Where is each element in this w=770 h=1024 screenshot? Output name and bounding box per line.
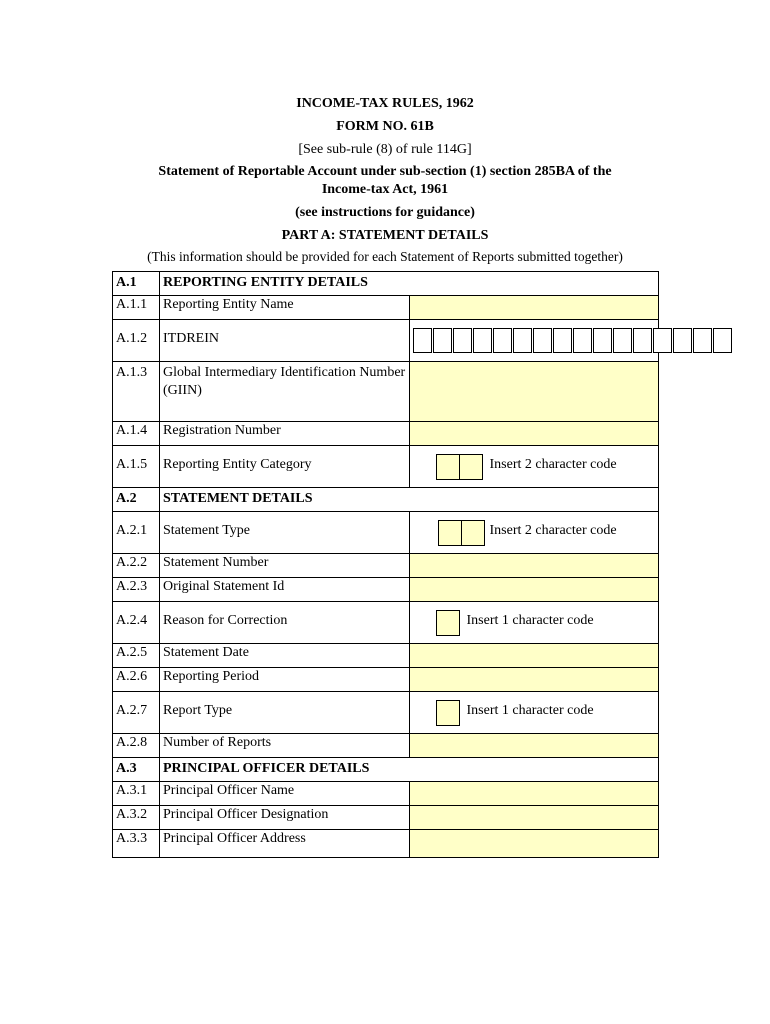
row-a25 <box>113 644 659 668</box>
form-rules-title: INCOME-TAX RULES, 1962 <box>296 96 474 111</box>
section-title: REPORTING ENTITY DETAILS <box>160 272 659 296</box>
row-number: A.1.5 <box>113 446 160 488</box>
row-a14 <box>113 422 659 446</box>
section-row-a1 <box>113 272 659 296</box>
row-a33 <box>113 830 659 858</box>
row-label: Principal Officer Name <box>160 782 410 806</box>
row-number: A.2.3 <box>113 578 160 602</box>
row-a32 <box>113 806 659 830</box>
row-label: Reporting Entity Name <box>160 296 410 320</box>
row-number: A.2.7 <box>113 692 160 734</box>
code-hint: Insert 2 character code <box>489 457 617 472</box>
statement-type-cell <box>409 512 659 554</box>
row-a23 <box>113 578 659 602</box>
row-number: A.2.4 <box>113 602 160 644</box>
form-instructions-note: (see instructions for guidance) <box>295 205 475 220</box>
reporting-entity-name-field[interactable] <box>409 296 659 320</box>
section-title: STATEMENT DETAILS <box>160 488 659 512</box>
row-a11 <box>113 296 659 320</box>
reporting-period-field[interactable] <box>409 668 659 692</box>
row-label: Original Statement Id <box>160 578 410 602</box>
reporting-entity-category-cell <box>409 446 659 488</box>
row-a28 <box>113 734 659 758</box>
row-number: A.2.8 <box>113 734 160 758</box>
row-label: Statement Number <box>160 554 410 578</box>
report-type-input[interactable] <box>436 700 460 726</box>
reporting-entity-category-input[interactable] <box>436 454 483 480</box>
statement-date-field[interactable] <box>409 644 659 668</box>
row-number: A.3.3 <box>113 830 160 858</box>
original-statement-id-field[interactable] <box>409 578 659 602</box>
row-a12 <box>113 320 659 362</box>
row-number: A.2.2 <box>113 554 160 578</box>
row-label: Number of Reports <box>160 734 410 758</box>
part-a-subnote: (This information should be provided for each Statement of Reports submitted together) <box>147 249 623 264</box>
row-number: A.1.2 <box>113 320 160 362</box>
row-a22 <box>113 554 659 578</box>
row-label: Principal Officer Designation <box>160 806 410 830</box>
section-number: A.1 <box>113 272 160 296</box>
row-number: A.3.1 <box>113 782 160 806</box>
giin-field[interactable] <box>409 362 659 422</box>
part-a-heading: PART A: STATEMENT DETAILS <box>281 228 489 243</box>
code-hint: Insert 1 character code <box>466 703 594 718</box>
form-statement-title-line2: Income-tax Act, 1961 <box>321 182 449 197</box>
row-label: Report Type <box>160 692 410 734</box>
itdrein-field[interactable] <box>409 320 659 362</box>
row-label: ITDREIN <box>160 320 410 362</box>
row-label: Reason for Correction <box>160 602 410 644</box>
row-a24 <box>113 602 659 644</box>
row-a27 <box>113 692 659 734</box>
form-subrule: [See sub-rule (8) of rule 114G] <box>298 142 472 157</box>
row-a21 <box>113 512 659 554</box>
statement-number-field[interactable] <box>409 554 659 578</box>
code-hint: Insert 2 character code <box>489 523 617 538</box>
reason-for-correction-cell <box>409 602 659 644</box>
number-of-reports-field[interactable] <box>409 734 659 758</box>
principal-officer-address-field[interactable] <box>409 830 659 858</box>
row-label: Reporting Period <box>160 668 410 692</box>
statement-details-table <box>112 271 659 858</box>
section-row-a2 <box>113 488 659 512</box>
principal-officer-name-field[interactable] <box>409 782 659 806</box>
section-title: PRINCIPAL OFFICER DETAILS <box>160 758 659 782</box>
form-number: FORM NO. 61B <box>336 119 434 134</box>
row-label: Global Intermediary Identification Number (GIIN) <box>160 362 410 422</box>
row-number: A.2.6 <box>113 668 160 692</box>
section-number: A.3 <box>113 758 160 782</box>
row-number: A.2.5 <box>113 644 160 668</box>
row-label: Reporting Entity Category <box>160 446 410 488</box>
row-number: A.1.4 <box>113 422 160 446</box>
section-row-a3 <box>113 758 659 782</box>
row-a26 <box>113 668 659 692</box>
report-type-cell <box>409 692 659 734</box>
row-a31 <box>113 782 659 806</box>
row-number: A.1.3 <box>113 362 160 422</box>
row-label: Statement Type <box>160 512 410 554</box>
row-a15 <box>113 446 659 488</box>
statement-type-input[interactable] <box>438 520 485 546</box>
principal-officer-designation-field[interactable] <box>409 806 659 830</box>
row-number: A.1.1 <box>113 296 160 320</box>
row-a13 <box>113 362 659 422</box>
itdrein-char-boxes[interactable] <box>413 328 733 353</box>
row-label: Principal Officer Address <box>160 830 410 858</box>
form-statement-title-line1: Statement of Reportable Account under sub-section (1) section 285BA of the <box>158 164 612 179</box>
row-label: Statement Date <box>160 644 410 668</box>
row-number: A.2.1 <box>113 512 160 554</box>
row-label: Registration Number <box>160 422 410 446</box>
row-number: A.3.2 <box>113 806 160 830</box>
registration-number-field[interactable] <box>409 422 659 446</box>
reason-for-correction-input[interactable] <box>436 610 460 636</box>
section-number: A.2 <box>113 488 160 512</box>
code-hint: Insert 1 character code <box>466 613 594 628</box>
